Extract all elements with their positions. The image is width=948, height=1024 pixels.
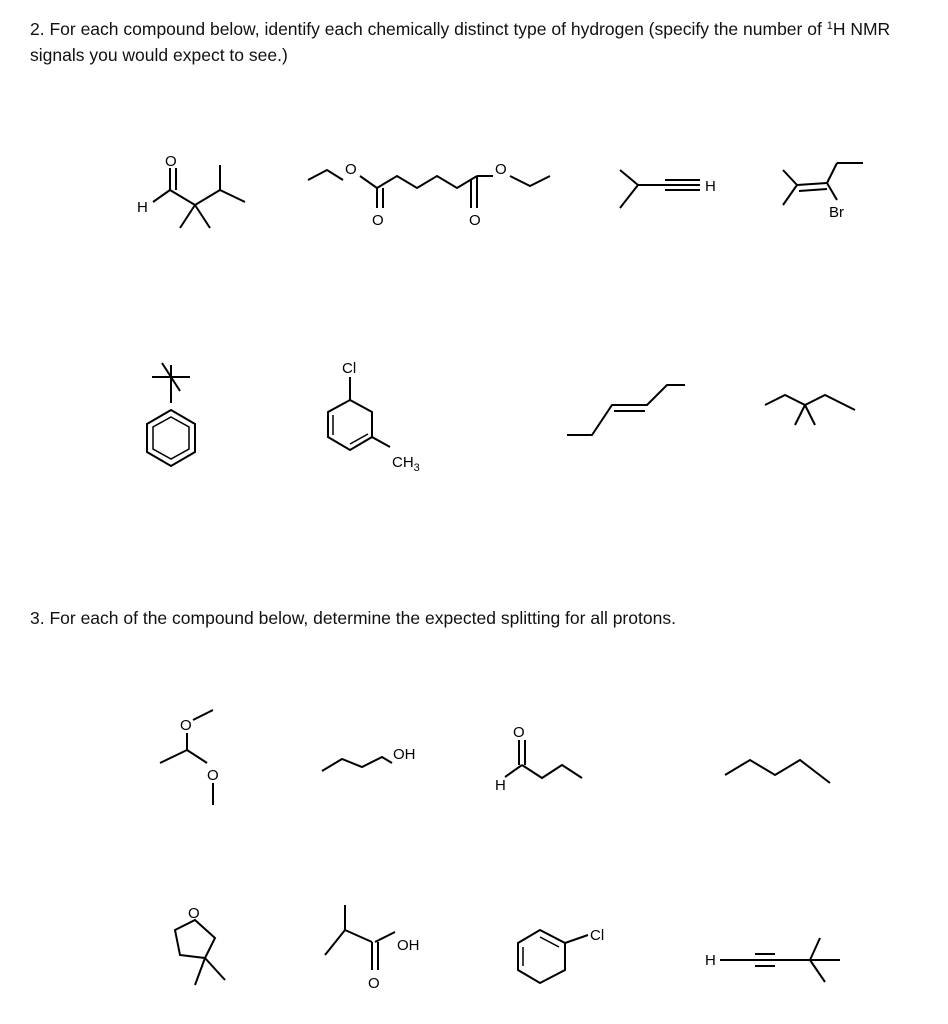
molecule-propanol (320, 735, 430, 780)
molecule-chlorotoluene (310, 355, 430, 475)
molecule-dimethylpentane (760, 385, 870, 435)
molecule-aldehyde-trimethyl (135, 150, 255, 230)
cl-label: Cl (590, 927, 605, 944)
oh-label: OH (393, 746, 416, 763)
o-label: O (469, 212, 481, 229)
o-label: O (207, 767, 219, 784)
o-label: O (368, 975, 380, 992)
molecule-bromoalkene (775, 155, 875, 230)
br-label: Br (829, 204, 844, 221)
question-2-text-end: H NMR signals you would expect to see.) (30, 19, 891, 65)
molecule-diester (305, 150, 565, 230)
question-2-text: 2. For each compound below, identify each chemically distinct type of hydrogen (specify the number of (30, 19, 827, 39)
o-label: O (495, 161, 507, 178)
cl-label: Cl (342, 360, 357, 377)
question-3: 3. For each of the compound below, determine the expected splitting for all protons. (30, 608, 676, 628)
h-label: H (705, 952, 716, 969)
molecule-pentane (720, 745, 840, 790)
molecule-dimethoxypropane (155, 705, 235, 810)
molecule-alkyne-h (600, 160, 740, 220)
molecule-dimethyl-thf (160, 900, 240, 1000)
question-2 (30, 13, 945, 68)
molecule-isobutyric-acid (320, 900, 440, 1000)
o-label: O (188, 905, 200, 922)
molecule-hexene (565, 380, 690, 440)
o-label: O (345, 161, 357, 178)
ch3-label: $CH_3$ (392, 454, 420, 474)
molecule-tert-butylbenzene (140, 355, 210, 475)
h-label: H (495, 777, 506, 794)
o-label: O (165, 153, 177, 170)
o-label: O (513, 724, 525, 741)
molecule-benzyl-chloride (510, 910, 630, 990)
superscript-1: 1 (826, 20, 833, 32)
o-label: O (180, 717, 192, 734)
h-label: H (705, 178, 716, 195)
molecule-butanal (495, 720, 615, 800)
o-label: O (372, 212, 384, 229)
molecule-tert-butylacetylene (700, 920, 850, 990)
h-label: H (137, 199, 148, 216)
oh-label: OH (397, 937, 420, 954)
